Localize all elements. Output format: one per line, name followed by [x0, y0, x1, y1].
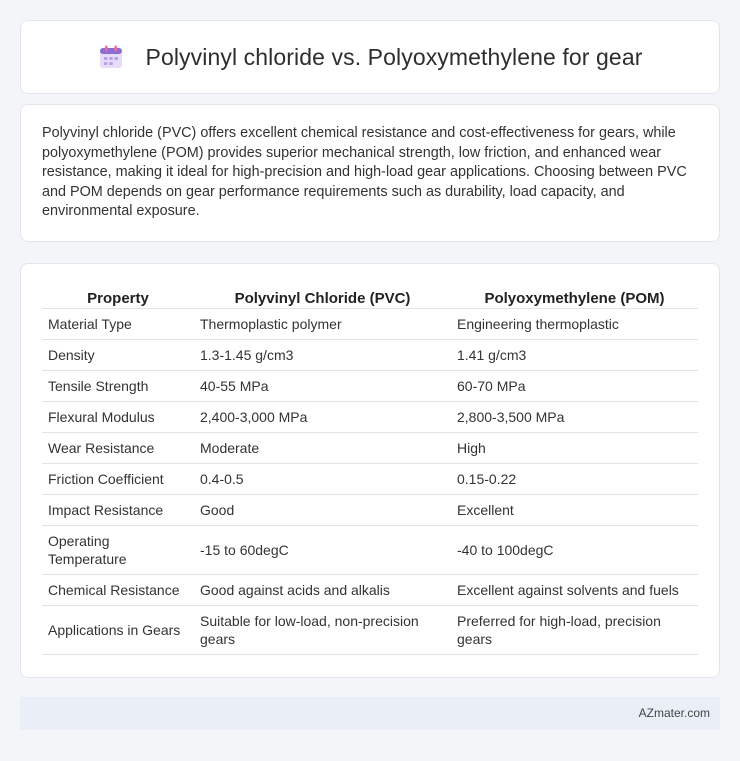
pom-cell: 60-70 MPa — [451, 370, 698, 401]
footer-bar — [20, 697, 720, 730]
pvc-cell: Good — [194, 494, 451, 525]
pvc-cell: Good against acids and alkalis — [194, 574, 451, 605]
comparison-card — [20, 263, 720, 678]
pom-cell: 2,800-3,500 MPa — [451, 401, 698, 432]
property-cell: Tensile Strength — [42, 370, 194, 401]
pvc-cell: Moderate — [194, 432, 451, 463]
pom-cell: -40 to 100degC — [451, 525, 698, 574]
header-property: Property — [42, 284, 194, 308]
table-row — [42, 574, 698, 605]
pom-cell: Excellent — [451, 494, 698, 525]
pom-cell: Preferred for high-load, precision gears — [451, 605, 698, 654]
table-row — [42, 308, 698, 339]
property-cell: Chemical Resistance — [42, 574, 194, 605]
pvc-cell: Suitable for low-load, non-precision gears — [194, 605, 451, 654]
footer-site-label: AZmater.com — [638, 706, 710, 720]
property-cell: Wear Resistance — [42, 432, 194, 463]
property-cell: Density — [42, 339, 194, 370]
property-cell: Impact Resistance — [42, 494, 194, 525]
pom-cell: 1.41 g/cm3 — [451, 339, 698, 370]
table-header-row — [42, 284, 698, 308]
intro-card — [20, 104, 720, 242]
comparison-table — [42, 284, 698, 655]
property-cell: Applications in Gears — [42, 605, 194, 654]
intro-text: Polyvinyl chloride (PVC) offers excellent chemical resistance and cost-effectiveness for gears, while polyoxymethylene (POM) provides superior mechanical strength, low friction, and enhanced wear resistance, making it ideal for high-precision and high-load gear applications. Choosing between PVC and POM depends on gear performance requirements such as durability, load capacity, and environmental exposure. — [42, 125, 687, 219]
table-row — [42, 494, 698, 525]
pvc-cell: 2,400-3,000 MPa — [194, 401, 451, 432]
property-cell: Material Type — [42, 308, 194, 339]
pom-cell: Excellent against solvents and fuels — [451, 574, 698, 605]
table-row — [42, 370, 698, 401]
table-row — [42, 401, 698, 432]
pom-cell: High — [451, 432, 698, 463]
pvc-cell: 40-55 MPa — [194, 370, 451, 401]
pom-cell: 0.15-0.22 — [451, 463, 698, 494]
calendar-icon — [98, 44, 124, 70]
table-row — [42, 605, 698, 654]
table-row — [42, 463, 698, 494]
pvc-cell: 0.4-0.5 — [194, 463, 451, 494]
pom-cell: Engineering thermoplastic — [451, 308, 698, 339]
pvc-cell: -15 to 60degC — [194, 525, 451, 574]
pvc-cell: 1.3-1.45 g/cm3 — [194, 339, 451, 370]
table-row — [42, 339, 698, 370]
header-pvc: Polyvinyl Chloride (PVC) — [194, 284, 451, 308]
table-row — [42, 432, 698, 463]
page-title: Polyvinyl chloride vs. Polyoxymethylene for gear — [145, 43, 643, 70]
property-cell: Flexural Modulus — [42, 401, 194, 432]
pvc-cell: Thermoplastic polymer — [194, 308, 451, 339]
property-cell: Operating Temperature — [42, 525, 194, 574]
header-pom: Polyoxymethylene (POM) — [451, 284, 698, 308]
title-card — [20, 20, 720, 94]
table-row — [42, 525, 698, 574]
property-cell: Friction Coefficient — [42, 463, 194, 494]
